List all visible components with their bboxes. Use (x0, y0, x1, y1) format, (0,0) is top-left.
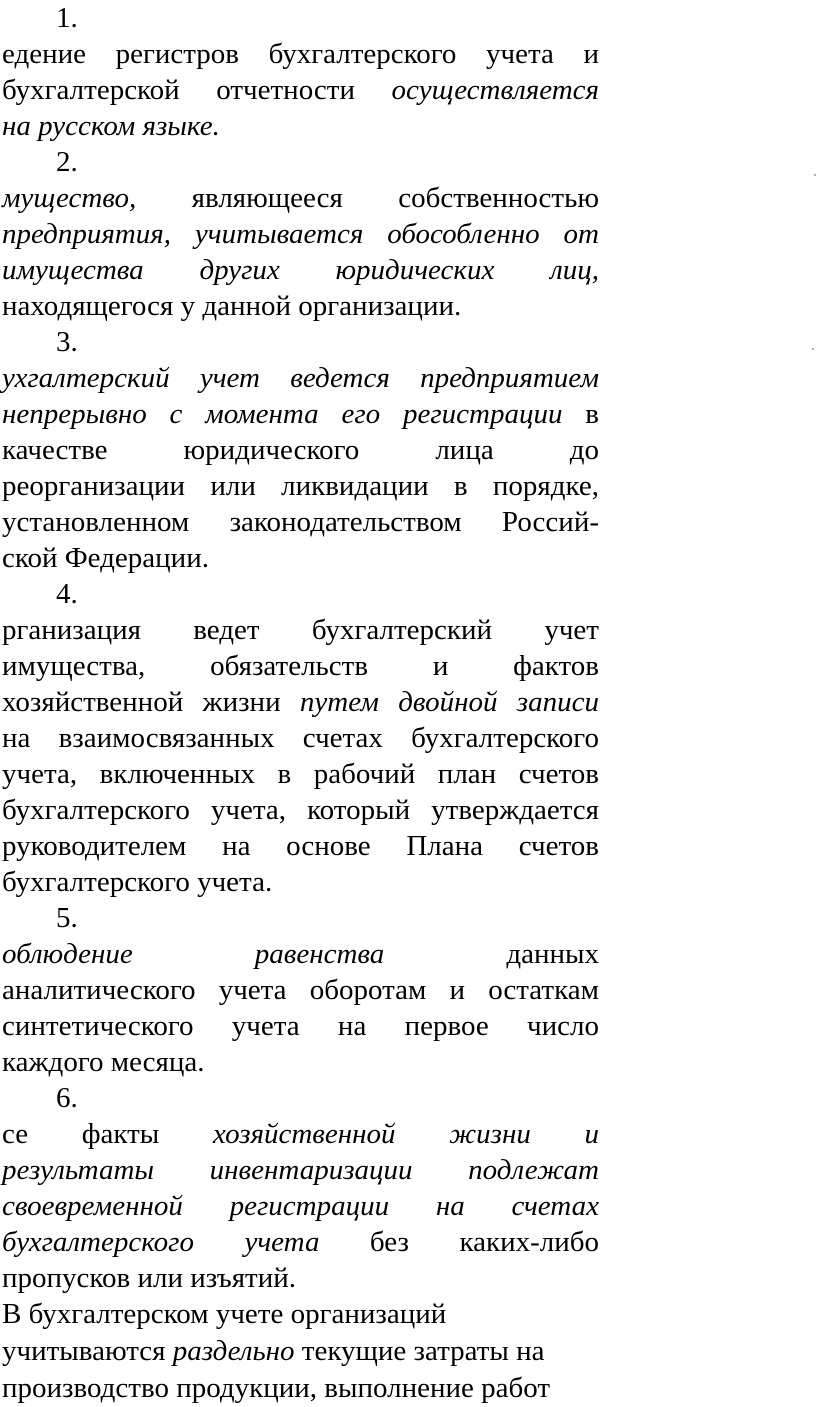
text-line (2, 1044, 599, 1080)
word: мущество, (2, 182, 137, 214)
word: ухгалтерский (2, 362, 170, 394)
word: бухгалтерской (2, 74, 180, 106)
word: жизни (202, 686, 281, 718)
item-text (2, 360, 599, 576)
word: каждого месяца. (2, 1046, 205, 1078)
word: на (337, 1010, 367, 1042)
text-line (2, 684, 599, 720)
word: на (2, 722, 31, 754)
word: и (432, 650, 449, 682)
word: имущества, (2, 650, 146, 682)
text-line (2, 72, 599, 108)
item-text (2, 180, 599, 324)
item-text (2, 36, 599, 144)
word: лица (435, 434, 494, 466)
word: облюдение (2, 938, 133, 970)
word: текущие затраты на (294, 1335, 545, 1367)
text-line (2, 180, 599, 216)
word: с (169, 398, 183, 430)
word: в (453, 470, 468, 502)
text-line (2, 288, 599, 324)
item-number: 5. (56, 902, 78, 934)
word: предприятия, (2, 218, 171, 250)
word: учет (199, 362, 260, 394)
trailing-paragraph (2, 1296, 599, 1407)
word: других (199, 254, 280, 286)
word: юридического (183, 434, 360, 466)
word: учет (544, 614, 599, 646)
word: взаимосвязанных (58, 722, 275, 754)
text-line (2, 612, 599, 648)
word: включенных (99, 758, 255, 790)
word: результаты (2, 1154, 155, 1186)
word: и (584, 1118, 599, 1150)
word: лиц, (550, 254, 599, 286)
word: установленном (2, 506, 190, 538)
word: в (277, 758, 292, 790)
word: бухгалтерского (2, 1226, 194, 1258)
word: основе (286, 830, 371, 862)
text-line (2, 828, 599, 864)
word: без (369, 1226, 409, 1258)
word: счетов (518, 758, 599, 790)
word: на русском языке. (2, 110, 220, 142)
word: учета, (2, 758, 78, 790)
word: фактов (513, 650, 599, 682)
word: учета (231, 1010, 300, 1042)
word: аналитического (2, 974, 196, 1006)
word: руководителем (2, 830, 187, 862)
word: путем (299, 686, 379, 718)
text-line (2, 972, 599, 1008)
word: собственностью (398, 182, 599, 214)
word: законодательством (229, 506, 462, 538)
word: производство продукции, выполнение работ (2, 1372, 551, 1404)
word: ведется (290, 362, 390, 394)
text-line (2, 1152, 599, 1188)
text-line (2, 360, 599, 396)
word: едение (2, 38, 87, 70)
text-line (2, 1224, 599, 1260)
word: ликвидации (281, 470, 429, 502)
word: находящегося у данной организации. (2, 290, 462, 322)
word: обязательств (210, 650, 369, 682)
word: двойной (398, 686, 498, 718)
text-line (2, 1333, 599, 1370)
text-line (2, 468, 599, 504)
word: бухгалтерского учета. (2, 866, 273, 898)
text-line (2, 648, 599, 684)
word: учитываются (2, 1335, 173, 1367)
word: записи (516, 686, 599, 718)
word: жизни (449, 1118, 531, 1150)
word: счетов (518, 830, 599, 862)
word: предприятием (420, 362, 599, 394)
item-text (2, 1116, 599, 1296)
word: от (563, 218, 599, 250)
word: его (341, 398, 381, 430)
numbered-list (2, 0, 599, 1296)
word: синтетического (2, 1010, 194, 1042)
word: счетах (511, 1190, 599, 1222)
word: и (583, 38, 599, 70)
word: план (437, 758, 497, 790)
item-text (2, 936, 599, 1080)
word: хозяйственной (212, 1118, 396, 1150)
word: на (435, 1190, 465, 1222)
text-line (2, 36, 599, 72)
text-line (2, 540, 599, 576)
word: утверждается (431, 794, 599, 826)
text-line (2, 216, 599, 252)
item-text (2, 612, 599, 900)
item-number: 4. (56, 578, 78, 610)
word: рабочий (313, 758, 416, 790)
text-line (2, 396, 599, 432)
word: оборотам (309, 974, 427, 1006)
word: первое (404, 1010, 489, 1042)
word: до (569, 434, 599, 466)
word: бухгалтерский (311, 614, 493, 646)
word: регистров (115, 38, 239, 70)
text-line (2, 1260, 599, 1296)
word: своевременной (2, 1190, 183, 1222)
word: учета (244, 1226, 320, 1258)
word: учитывается (194, 218, 364, 250)
word: бухгалтерского (411, 722, 599, 754)
word: данных (506, 938, 599, 970)
word: инвентаризации (209, 1154, 413, 1186)
word: момента (205, 398, 319, 430)
word: отчетности (216, 74, 355, 106)
word: ведет (193, 614, 260, 646)
word: подлежат (468, 1154, 599, 1186)
text-line (2, 864, 599, 900)
text-line (2, 108, 599, 144)
text-line (2, 756, 599, 792)
word: хозяйственной (2, 686, 184, 718)
word: на (222, 830, 251, 862)
word: регистрации (402, 398, 563, 430)
text-line (2, 720, 599, 756)
word: юридических (335, 254, 495, 286)
text-line (2, 1188, 599, 1224)
word: имущества (2, 254, 144, 286)
word: остаткам (488, 974, 599, 1006)
text-line (2, 1116, 599, 1152)
word: в (585, 398, 599, 430)
word: осуществляется (391, 74, 599, 106)
text-line (2, 792, 599, 828)
item-number: 3. (56, 326, 78, 358)
word: являющееся (191, 182, 343, 214)
text-line (2, 1370, 599, 1407)
text-line (2, 936, 599, 972)
item-number: 1. (56, 2, 78, 34)
word: который (307, 794, 411, 826)
text-line (2, 504, 599, 540)
item-number: 2. (56, 146, 78, 178)
text-line (2, 432, 599, 468)
text-line (2, 1008, 599, 1044)
word: учета (486, 38, 554, 70)
word: ской Федерации. (2, 542, 209, 574)
word: Россий- (501, 506, 599, 538)
word: равенства (254, 938, 385, 970)
word: каких-либо (459, 1226, 599, 1258)
word: регистрации (229, 1190, 390, 1222)
word: обособленно (387, 218, 540, 250)
word: Плана (406, 830, 484, 862)
word: или (210, 470, 256, 502)
word: бухгалтерского (2, 794, 190, 826)
document-page (2, 0, 599, 1407)
word: непрерывно (2, 398, 147, 430)
word: се (2, 1118, 29, 1150)
word: факты (81, 1118, 160, 1150)
word: пропусков или изъятий. (2, 1262, 297, 1294)
word: число (527, 1010, 599, 1042)
word: учета (218, 974, 287, 1006)
word: и (449, 974, 466, 1006)
word: бухгалтерского (268, 38, 457, 70)
word: счетах (302, 722, 383, 754)
word: учета, (210, 794, 287, 826)
text-line (2, 252, 599, 288)
word: порядке, (492, 470, 599, 502)
word: рганизация (2, 614, 142, 646)
word: качестве (2, 434, 108, 466)
item-number: 6. (56, 1082, 78, 1114)
text-line (2, 1296, 599, 1333)
scan-mark (812, 348, 814, 350)
word: раздельно (172, 1335, 295, 1367)
word: реорганизации (2, 470, 186, 502)
word: В бухгалтерском учете организаций (2, 1298, 447, 1330)
